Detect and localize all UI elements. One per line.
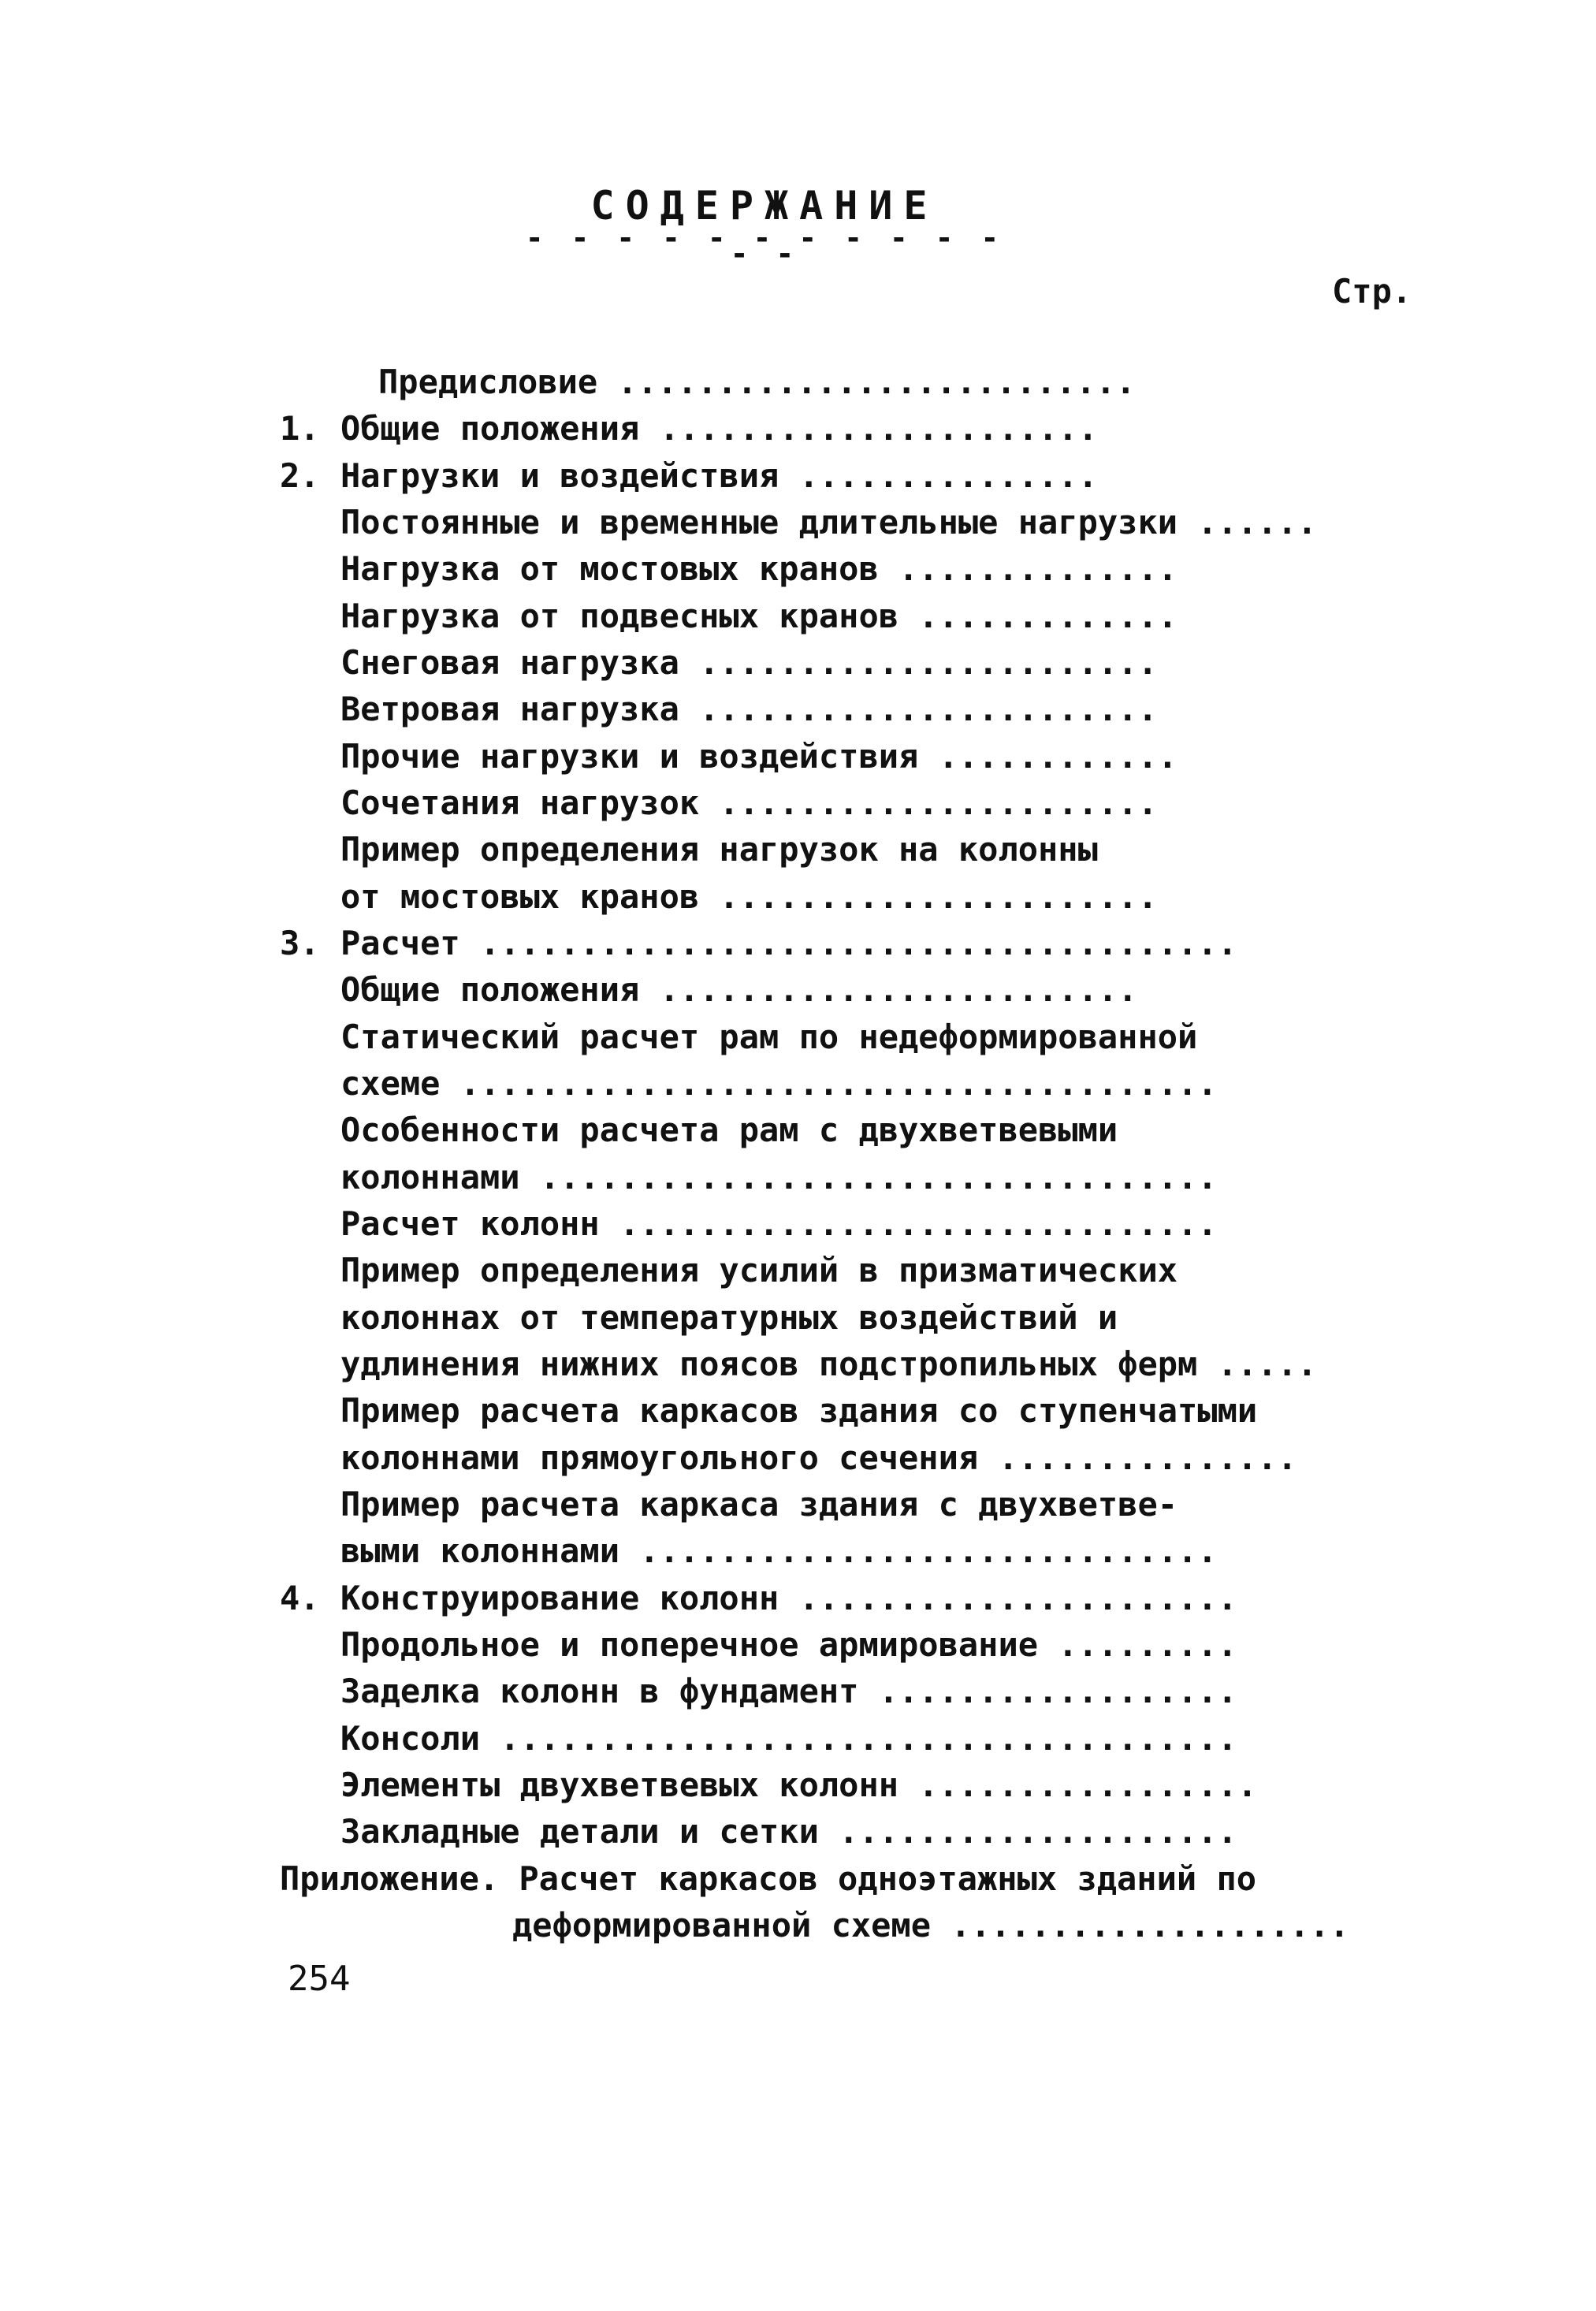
entry-title: Снеговая нагрузка ....................... xyxy=(340,643,1158,682)
entry-number: 3. xyxy=(280,924,320,962)
entry-title: Заделка колонн в фундамент .................. xyxy=(340,1672,1237,1710)
entry-title: от мостовых кранов ...................... xyxy=(340,877,1158,916)
entry-title: колоннами .................................. xyxy=(340,1158,1218,1196)
entry-title: колоннах от температурных воздействий и xyxy=(340,1298,1118,1337)
entry-title: Консоли ..................................... xyxy=(340,1719,1237,1758)
entry-title: Пример определения усилий в призматических xyxy=(340,1251,1178,1289)
entry-title: Прочие нагрузки и воздействия ............ xyxy=(340,737,1178,776)
entry-title: Расчет колонн .............................. xyxy=(340,1204,1218,1243)
entry-title: Предисловие .......................... xyxy=(378,363,1136,401)
entry-title: Нагрузка от подвесных кранов ............. xyxy=(340,597,1178,635)
entry-title: схеме ...................................... xyxy=(340,1064,1218,1103)
entry-title: Постоянные и временные длительные нагрузки ...... xyxy=(340,503,1318,541)
page-column-header: Стр. xyxy=(1332,272,1412,311)
entry-title: Статический расчет рам по недеформированной xyxy=(340,1018,1198,1056)
entry-title: Общие положения ........................ xyxy=(340,970,1138,1009)
entry-title: выми колоннами ............................. xyxy=(340,1531,1218,1570)
page-number: 254 xyxy=(288,1959,351,1999)
entry-title: Нагрузка от мостовых кранов .............. xyxy=(340,549,1178,588)
entry-title: Пример расчета каркаса здания с двухветве- xyxy=(340,1485,1178,1524)
entry-title: Расчет ...................................... xyxy=(340,924,1237,962)
entry-title: Продольное и поперечное армирование ......... xyxy=(340,1625,1237,1664)
entry-title: Конструирование колонн ...................... xyxy=(340,1579,1237,1617)
entry-title: колоннами прямоугольного сечения ............... xyxy=(340,1438,1297,1477)
entry-title: удлинения нижних поясов подстропильных ферм ..... xyxy=(340,1345,1318,1383)
entry-title: Приложение. Расчет каркасов одноэтажных зданий по xyxy=(280,1859,1257,1898)
entry-number: 1. xyxy=(280,409,320,448)
entry-title: Особенности расчета рам с двухветвевыми xyxy=(340,1111,1118,1149)
entry-title: Закладные детали и сетки .................... xyxy=(340,1812,1237,1851)
entry-number: 4. xyxy=(280,1579,320,1617)
entry-number: 2. xyxy=(280,456,320,495)
entry-title: Нагрузки и воздействия ............... xyxy=(340,456,1098,495)
toc-title: СОДЕРЖАНИЕ xyxy=(590,183,939,229)
entry-title: Пример расчета каркасов здания со ступенчатыми xyxy=(340,1391,1258,1430)
entry-title: Сочетания нагрузок ...................... xyxy=(340,783,1158,822)
entry-title: Пример определения нагрузок на колонны xyxy=(340,830,1098,869)
entry-title: деформированной схеме .................... xyxy=(512,1906,1350,1944)
title-underline: - - - - - - - - - - - - - xyxy=(525,221,1004,271)
entry-title: Общие положения ...................... xyxy=(340,409,1098,448)
entry-title: Ветровая нагрузка ....................... xyxy=(340,690,1158,728)
entry-title: Элементы двухветвевых колонн ................. xyxy=(340,1766,1258,1804)
